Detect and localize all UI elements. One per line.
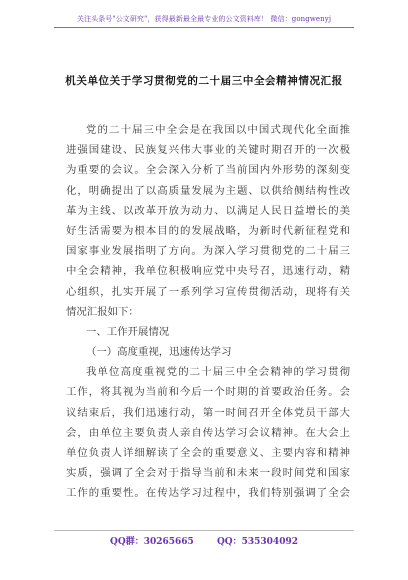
text-line: 实质，强调了全会对于指导当前和未来一段时间党和国家	[66, 467, 350, 480]
text-line: 我单位高度重视党的二十届三中全会精神的学习贯彻	[86, 366, 350, 379]
text-line: 议结束后，我们迅速行动，第一时间召开全体党员干部大	[66, 406, 350, 419]
text-line: 中全会精神，我单位积极响应党中央号召，迅速行动，精	[66, 265, 350, 278]
text-line: 化，明确提出了以高质量发展为主题、以供给侧结构性改	[66, 184, 350, 197]
footer-contact	[0, 534, 408, 547]
text-line: 单位负责人详细解读了全会的重要意义、主要内容和精神	[66, 447, 350, 459]
paragraph-study	[66, 362, 350, 503]
text-line: 革为主线、以改革开放为动力、以满足人民日益增长的美	[66, 204, 350, 217]
footer-qq-group: QQ群：30265665	[110, 537, 194, 547]
subsection-heading-1: （一）高度重视，迅速传达学习	[86, 346, 232, 359]
text-line: 情况汇报如下：	[66, 305, 139, 318]
document-title: 机关单位关于学习贯彻党的二十届三中全会精神情况汇报	[65, 75, 343, 87]
document-body	[66, 120, 350, 504]
text-line: 工作，将其视为当前和今后一个时期的首要政治任务。会	[66, 386, 350, 399]
text-line: 为重要的会议。全会深入分析了当前国内外形势的深刻变	[66, 164, 350, 177]
text-line: 工作的重要性。在传达学习过程中，我们特别强调了全会	[66, 487, 350, 500]
text-line: 党的二十届三中全会是在我国以中国式现代化全面推	[86, 124, 350, 136]
paragraph-intro	[66, 120, 350, 322]
footer-qq-number: QQ：535304092	[216, 537, 298, 547]
text-line: 心组织，扎实开展了一系列学习宣传贯彻活动，现将有关	[66, 285, 350, 298]
section-heading-1: 一、工作开展情况	[86, 325, 170, 338]
text-line: 会，由单位主要负责人亲自传达学习会议精神。在大会上	[66, 426, 350, 439]
header-divider	[54, 27, 354, 28]
text-line: 进强国建设、民族复兴伟大事业的关键时期召开的一次极	[66, 144, 350, 157]
footer-divider	[54, 530, 354, 531]
text-line: 国家事业发展指明了方向。为深入学习贯彻党的二十届三	[66, 245, 350, 258]
text-line: 好生活需要为根本目的的发展战略，为新时代新征程党和	[66, 224, 350, 237]
header-promo-note: 关注头条号"公文研究"，获得最新最全最专业的公文资料库！ 微信：gongwenyj	[76, 15, 332, 23]
